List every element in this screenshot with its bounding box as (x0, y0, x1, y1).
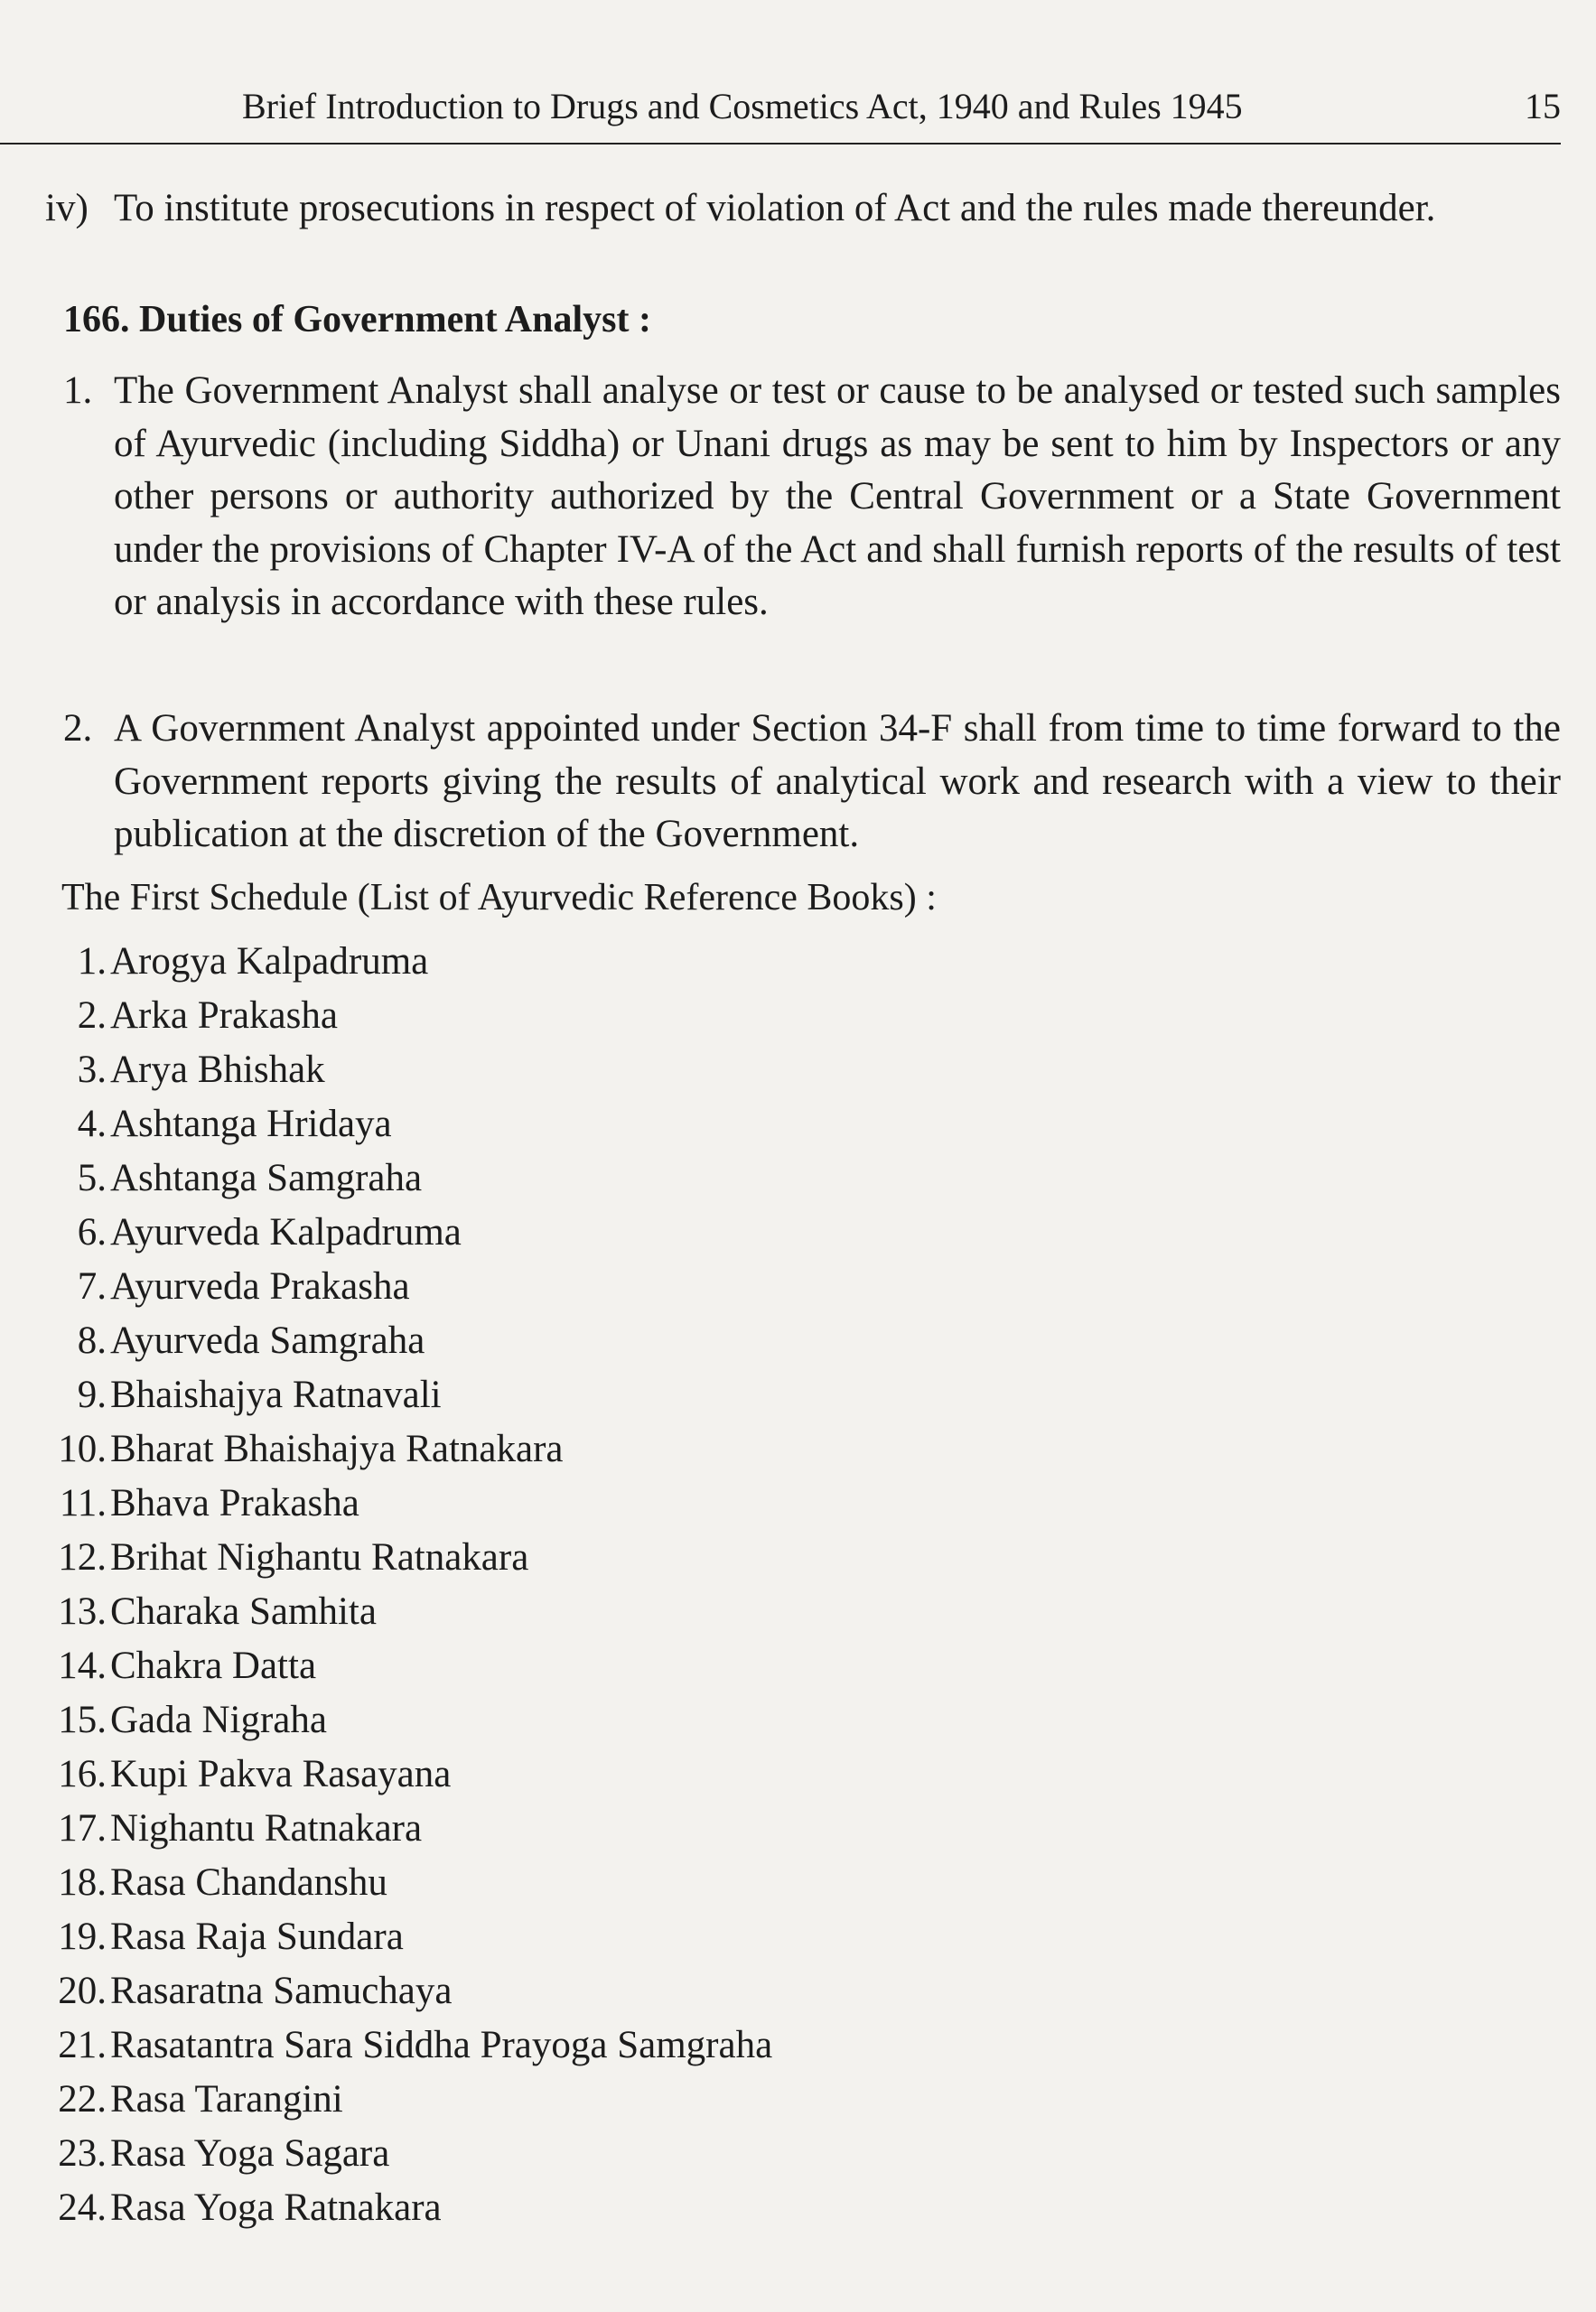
duty-label-1: 1. (63, 369, 93, 412)
page-header (0, 79, 1561, 144)
list-item (0, 1477, 359, 1531)
list-item (0, 1151, 422, 1206)
book-number: 10. (58, 1428, 107, 1470)
book-number: 7. (77, 1265, 107, 1308)
book-title: Ayurveda Kalpadruma (110, 1211, 462, 1254)
list-item (0, 1314, 425, 1368)
list-item (0, 1748, 451, 1802)
item-label-iv: iv) (45, 187, 89, 229)
book-title: Ashtanga Samgraha (110, 1157, 423, 1199)
list-item (0, 1964, 452, 2018)
book-title: Bhaishajya Ratnavali (110, 1374, 442, 1416)
book-number: 15. (58, 1699, 107, 1741)
book-number: 2. (77, 994, 107, 1037)
book-number: 9. (77, 1374, 107, 1416)
list-item (0, 1910, 404, 1964)
duty-text-2: A Government Analyst appointed under Section 34-F shall from time to time forward to the Government reports giving the results of analytical work and research with a view to their publication at the discretion of the Government. (114, 707, 1561, 855)
book-number: 24. (58, 2186, 107, 2229)
duty-label-2: 2. (63, 707, 93, 750)
book-title: Ayurveda Prakasha (110, 1265, 410, 1308)
list-item (0, 1856, 387, 1910)
book-number: 1. (77, 940, 107, 983)
book-title: Ashtanga Hridaya (110, 1103, 392, 1145)
book-title: Rasa Chandanshu (110, 1861, 387, 1904)
list-item (0, 2073, 343, 2127)
book-title: Kupi Pakva Rasayana (110, 1753, 452, 1795)
running-title: Brief Introduction to Drugs and Cosmetics Act, 1940 and Rules 1945 (242, 86, 1243, 126)
list-item (0, 2181, 442, 2235)
book-title: Charaka Samhita (110, 1590, 377, 1633)
list-item (0, 1043, 325, 1097)
list-item (0, 1802, 422, 1856)
book-title: Rasaratna Samuchaya (110, 1970, 453, 2012)
list-item (0, 1531, 528, 1585)
book-title: Rasa Tarangini (110, 2078, 343, 2121)
duty-text-1: The Government Analyst shall analyse or test or cause to be analysed or tested such samples of Ayurvedic (including Siddha) or Unani drugs as may be sent to him by Inspectors or any other persons or authority authorized by the Central Government or a State Government under the provisions of Chapter IV-A of the Act and shall furnish reports of the results of test or analysis in accordance with these rules. (114, 369, 1561, 623)
item-text-iv: To institute prosecutions in respect of violation of Act and the rules made thereunder. (114, 187, 1436, 229)
list-item (0, 1639, 316, 1693)
book-title: Gada Nigraha (110, 1699, 327, 1741)
book-number: 11. (59, 1482, 107, 1524)
book-title: Rasa Raja Sundara (110, 1916, 404, 1958)
book-number: 18. (58, 1861, 107, 1904)
book-title: Arya Bhishak (110, 1049, 325, 1091)
page-number: 15 (1525, 86, 1561, 126)
book-title: Arogya Kalpadruma (110, 940, 429, 983)
book-number: 14. (58, 1645, 107, 1687)
book-number: 5. (77, 1157, 107, 1199)
book-title: Brihat Nighantu Ratnakara (110, 1536, 529, 1579)
section-heading: 166. Duties of Government Analyst : (63, 299, 651, 340)
book-title: Chakra Datta (110, 1645, 317, 1687)
book-number: 19. (58, 1916, 107, 1958)
book-number: 12. (58, 1536, 107, 1579)
book-title: Arka Prakasha (110, 994, 338, 1037)
book-number: 13. (58, 1590, 107, 1633)
book-number: 4. (77, 1103, 107, 1145)
list-item (0, 1585, 377, 1639)
book-number: 16. (58, 1753, 107, 1795)
list-item (0, 1368, 442, 1422)
list-item (0, 1260, 410, 1314)
book-number: 20. (58, 1970, 107, 2012)
list-item (0, 1422, 563, 1477)
list-item (0, 1693, 327, 1748)
book-number: 21. (58, 2024, 107, 2066)
list-item (0, 2018, 772, 2073)
book-title: Bhava Prakasha (110, 1482, 359, 1524)
list-item (0, 935, 428, 989)
book-title: Bharat Bhaishajya Ratnakara (110, 1428, 564, 1470)
book-title: Nighantu Ratnakara (110, 1807, 423, 1850)
book-number: 8. (77, 1319, 107, 1362)
list-item (0, 989, 338, 1043)
book-title: Rasa Yoga Ratnakara (110, 2186, 442, 2229)
list-item (0, 2127, 389, 2181)
book-number: 22. (58, 2078, 107, 2121)
book-title: Rasatantra Sara Siddha Prayoga Samgraha (110, 2024, 773, 2066)
list-item (0, 1097, 392, 1151)
book-number: 6. (77, 1211, 107, 1254)
book-title: Rasa Yoga Sagara (110, 2132, 390, 2175)
schedule-intro: The First Schedule (List of Ayurvedic Reference Books) : (61, 877, 937, 918)
book-number: 17. (58, 1807, 107, 1850)
book-number: 23. (58, 2132, 107, 2175)
book-title: Ayurveda Samgraha (110, 1319, 425, 1362)
book-number: 3. (77, 1049, 107, 1091)
list-item (0, 1206, 462, 1260)
